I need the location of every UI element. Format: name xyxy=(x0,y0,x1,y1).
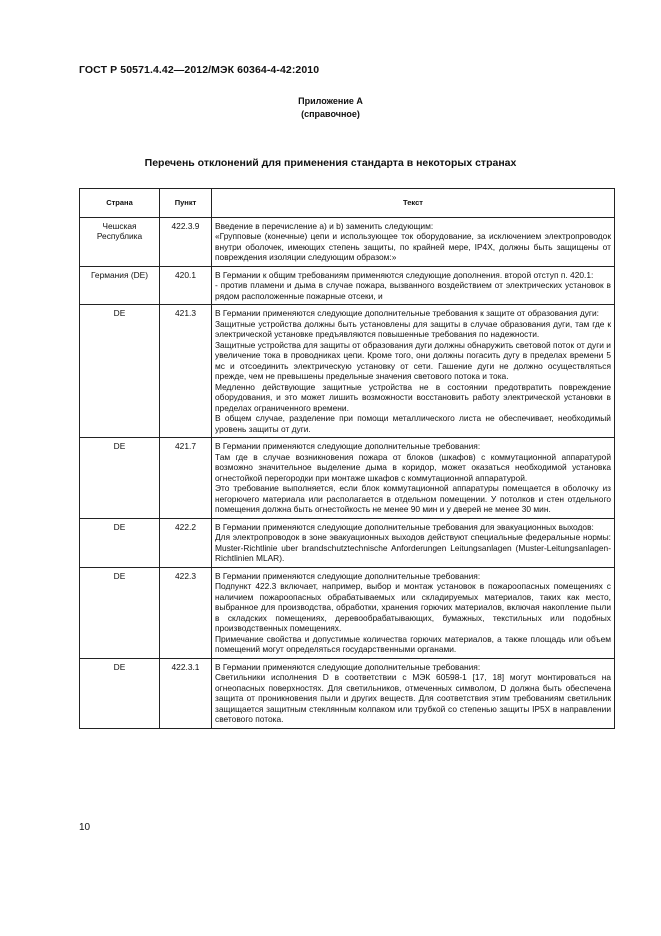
text-paragraph: Защитные устройства должны быть установлены для защиты в случае образования дуги, там где к электрической установке предъявляются повышенные требования по надежности. xyxy=(215,318,611,339)
text-paragraph: Введение в перечисление а) и b) заменить следующим: xyxy=(215,220,434,231)
column-header-country: Страна xyxy=(80,189,160,218)
country-cell: Чешская Республика xyxy=(80,217,160,266)
table-title: Перечень отклонений для применения стандарта в некоторых странах xyxy=(144,157,517,169)
clause-cell: 422.3.9 xyxy=(160,217,212,266)
table-row xyxy=(80,658,615,728)
text-paragraph: В Германии применяются следующие дополнительные требования: xyxy=(215,661,481,672)
text-paragraph: «Групповые (конечные) цепи и использующее ток оборудование, за исключением электропроводок внутри оболочек, имеющих степень защиты, по крайней мере, IP4X, должны быть защищены от повреждения изоляции следующим образом:» xyxy=(215,231,611,262)
annex-note: (справочное) xyxy=(301,109,360,119)
clause-cell: 421.7 xyxy=(160,438,212,519)
table-body xyxy=(80,217,615,728)
clause-cell: 422.3.1 xyxy=(160,658,212,728)
text-cell xyxy=(212,266,615,305)
text-paragraph: В Германии к общим требованиям применяются следующие дополнения. второй отступ п. 420.1: xyxy=(215,269,594,280)
country-cell: DE xyxy=(80,658,160,728)
clause-cell: 420.1 xyxy=(160,266,212,305)
column-header-text: Текст xyxy=(212,189,615,218)
text-paragraph: Для электропроводок в зоне эвакуационных выходов действуют специальные федеральные нормы: Muster-Richtlinie uber brandschutztechnische Anforderungen Leitungsanlagen (Muster-Leitungsanlagen-Richtlinien MLAR). xyxy=(215,532,611,563)
text-paragraph: В Германии применяются следующие дополнительные требования к защите от образования дуги: xyxy=(215,308,599,318)
deviations-table xyxy=(79,188,615,729)
country-cell: Германия (DE) xyxy=(80,266,160,305)
column-header-clause: Пункт xyxy=(160,189,212,218)
text-paragraph: В Германии применяются следующие дополнительные требования для эвакуационных выходов: xyxy=(215,521,594,532)
clause-cell: 422.2 xyxy=(160,518,212,567)
clause-cell: 422.3 xyxy=(160,567,212,658)
country-cell: DE xyxy=(80,305,160,438)
country-cell: DE xyxy=(80,567,160,658)
text-cell xyxy=(212,518,615,567)
table-header-row xyxy=(80,189,615,218)
table-row xyxy=(80,305,615,438)
annex-heading xyxy=(0,95,661,121)
clause-cell: 421.3 xyxy=(160,305,212,438)
text-cell xyxy=(212,438,615,519)
table-row xyxy=(80,518,615,567)
table-row xyxy=(80,567,615,658)
text-paragraph: Светильники исполнения D в соответствии с МЭК 60598-1 [17, 18] могут монтироваться на огнеопасных поверхностях. Для светильников, отмеченных символом, D должна быть обеспечена защита от проникновения пыли и других веществ. Для соответствия этим требованиям светильник защищается защитным стеклянным колпаком или трубкой со степенью защиты IP5X в направлении светового потока. xyxy=(215,672,611,724)
text-cell xyxy=(212,305,615,438)
text-paragraph: В Германии применяются следующие дополнительные требования: xyxy=(215,570,481,581)
text-paragraph: В Германии применяются следующие дополнительные требования: xyxy=(215,441,481,451)
annex-title: Приложение А xyxy=(298,96,363,106)
table-row xyxy=(80,266,615,305)
page-number: 10 xyxy=(79,822,91,833)
text-paragraph: Это требование выполняется, если блок коммутационной аппаратуры помещается в оболочку из негорючего материала или располагается в отдельном помещении. У потолков и стен отдельного помещения должна быть огнестойкость не менее 90 мин и у дверей не менее 30 мин. xyxy=(215,483,611,514)
text-paragraph: Подпункт 422.3 включает, например, выбор и монтаж установок в пожароопасных помещениях с наличием пожароопасных обрабатываемых или складируемых материалов, таких как место, выбранное для производства, обработки, хранения горючих материалов, включая накопление пыли в складских помещениях, деревообрабатывающих, бумажных, текстильных или подобных производственных помещениях. xyxy=(215,581,611,633)
table-row xyxy=(80,217,615,266)
country-cell: DE xyxy=(80,438,160,519)
text-paragraph: - против пламени и дыма в случае пожара, вызванного воздействием от электрических установок в рядом расположенные пожарные отсеки, и xyxy=(215,280,611,301)
text-paragraph: Медленно действующие защитные устройства не в состоянии предотвратить повреждение оборудования, и это может лишить возможности восстановить работу электрической установки в пределах ограниченного времени. xyxy=(215,381,611,413)
text-cell xyxy=(212,658,615,728)
text-paragraph: Там где в случае возникновения пожара от блоков (шкафов) с коммутационной аппаратурой возможно значительное выделение дыма в коридор, может оказаться необходимой установка огнестойкой перегородки при монтаже шкафов с коммутационной аппаратурой. xyxy=(215,451,611,483)
text-paragraph: Примечание свойства и допустимые количества горючих материалов, а также площадь или объем помещений могут определяться государственными органами. xyxy=(215,633,611,654)
text-cell xyxy=(212,217,615,266)
text-paragraph: Защитные устройства для защиты от образования дуги должны обнаружить световой поток от дуги и увеличение тока в проводниках цепи. Кроме того, они должны погасить дугу в пределах времени 5 мс и отсоединить электрическую установку от сети. Гашение дуги не должно осуществляться прежде, чем не превышены предельные значения светового потока и тока. xyxy=(215,339,611,381)
document-header: ГОСТ Р 50571.4.42—2012/МЭК 60364-4-42:2010 xyxy=(79,64,320,76)
text-paragraph: В общем случае, разделение при помощи металлического листа не обеспечивает, необходимый уровень защиты от дуги. xyxy=(215,413,611,434)
country-cell: DE xyxy=(80,518,160,567)
table-row xyxy=(80,438,615,519)
text-cell xyxy=(212,567,615,658)
